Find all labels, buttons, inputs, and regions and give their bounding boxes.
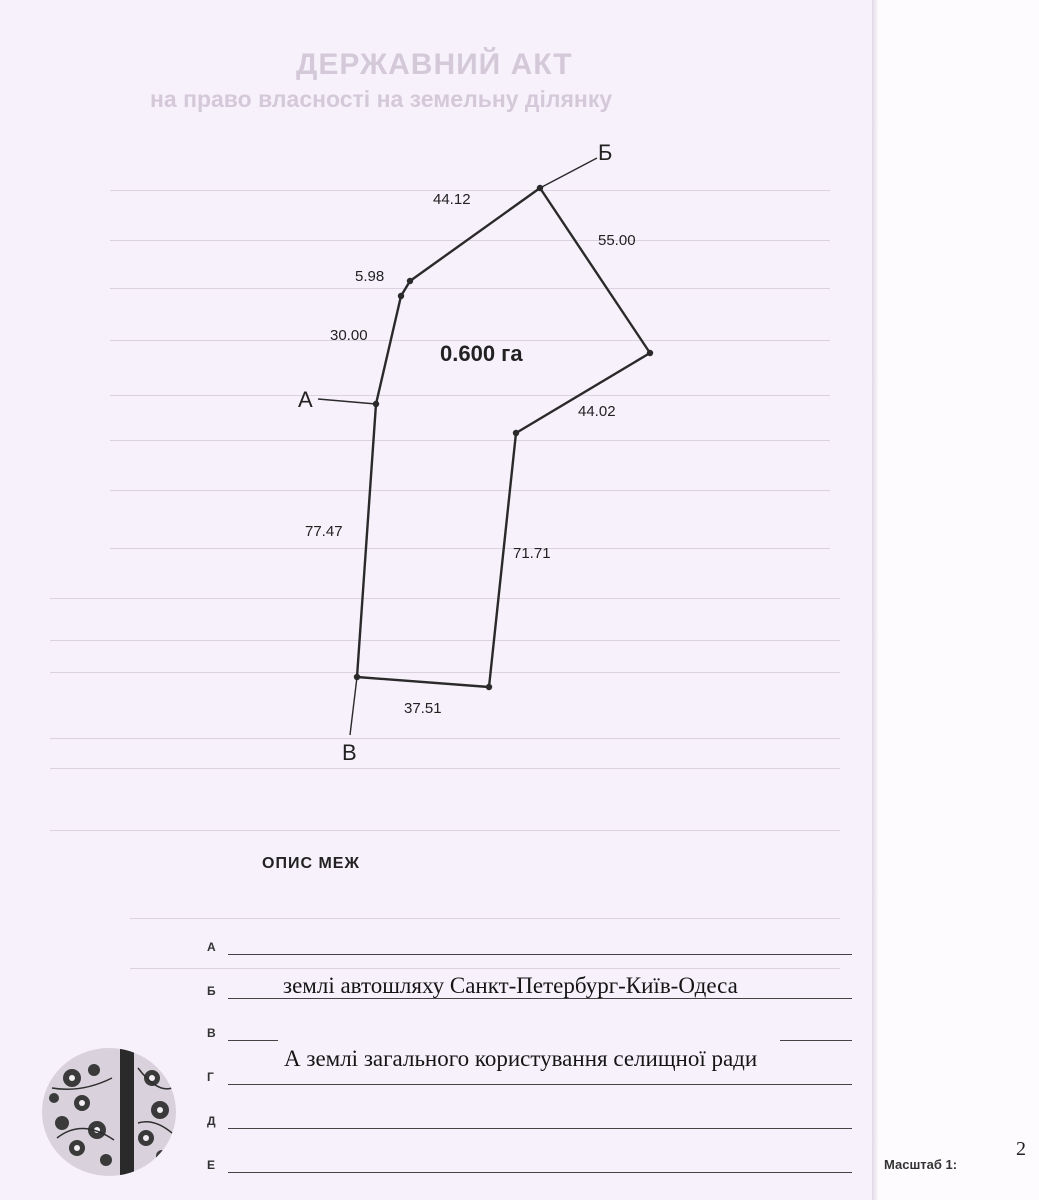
segment-37-51 <box>357 677 489 687</box>
segment-30-00 <box>376 296 401 404</box>
vertex-7 <box>373 401 379 407</box>
vertex-4 <box>513 430 519 436</box>
segment-label-55-00: 55.00 <box>598 232 636 249</box>
ornament-icon <box>42 1048 176 1176</box>
point-label-v: В <box>342 740 357 765</box>
segment-label-44-12: 44.12 <box>433 191 471 208</box>
plot-boundary <box>357 188 650 687</box>
boundary-letter: Д <box>207 1114 216 1128</box>
boundary-letter: А <box>207 940 216 954</box>
boundary-rule <box>228 954 852 955</box>
boundary-text: А землі загального користування селищної ради <box>284 1046 758 1071</box>
boundary-letter: Г <box>207 1070 214 1084</box>
ornament-stamp <box>42 1048 176 1176</box>
segment-44-12 <box>410 188 540 281</box>
marker-line-a <box>318 399 376 404</box>
boundary-letter: В <box>207 1026 216 1040</box>
segment-label-44-02: 44.02 <box>578 403 616 420</box>
segment-label-30-00: 30.00 <box>330 327 368 344</box>
segment-label-71-71: 71.71 <box>513 545 551 562</box>
segment-71-71 <box>489 433 516 687</box>
boundary-row-v <box>0 1018 900 1046</box>
document-subtitle: на право власності на земельну ділянку <box>150 86 613 112</box>
boundary-text: землі автошляху Санкт-Петербург-Київ-Одеса <box>283 973 738 998</box>
document-title: ДЕРЖАВНИЙ АКТ <box>296 48 573 81</box>
boundary-rule <box>228 1040 278 1041</box>
point-label-b: Б <box>598 140 613 165</box>
segment-label-37-51: 37.51 <box>404 700 442 717</box>
segment-44-02 <box>516 353 650 433</box>
vertex-2 <box>537 185 543 191</box>
segment-label-77-47: 77.47 <box>305 523 343 540</box>
boundary-rule <box>228 1128 852 1129</box>
vertex-5 <box>486 684 492 690</box>
vertex-1 <box>407 278 413 284</box>
scale-value: 2 <box>1016 1138 1026 1160</box>
segment-77-47 <box>357 404 376 677</box>
boundary-letter: Е <box>207 1158 216 1172</box>
vertex-6 <box>354 674 360 680</box>
area-label: 0.600 га <box>440 341 523 366</box>
boundary-rule <box>228 1172 852 1173</box>
boundary-row-a <box>0 932 900 960</box>
boundaries-heading: ОПИС МЕЖ <box>262 855 360 872</box>
boundary-rule <box>780 1040 852 1041</box>
boundary-row-b <box>0 973 900 1004</box>
marker-line-v <box>350 677 357 735</box>
segment-55-00 <box>540 188 650 353</box>
vertex-8 <box>398 293 404 299</box>
boundary-letter: Б <box>207 984 216 998</box>
scale-label <box>884 1157 957 1172</box>
vertex-3 <box>647 350 653 356</box>
segment-label-5-98: 5.98 <box>355 268 385 285</box>
point-label-a: А <box>298 387 313 412</box>
scale-text: Масштаб 1: <box>884 1157 958 1172</box>
boundary-rule <box>228 1084 852 1085</box>
marker-line-b <box>540 158 597 188</box>
